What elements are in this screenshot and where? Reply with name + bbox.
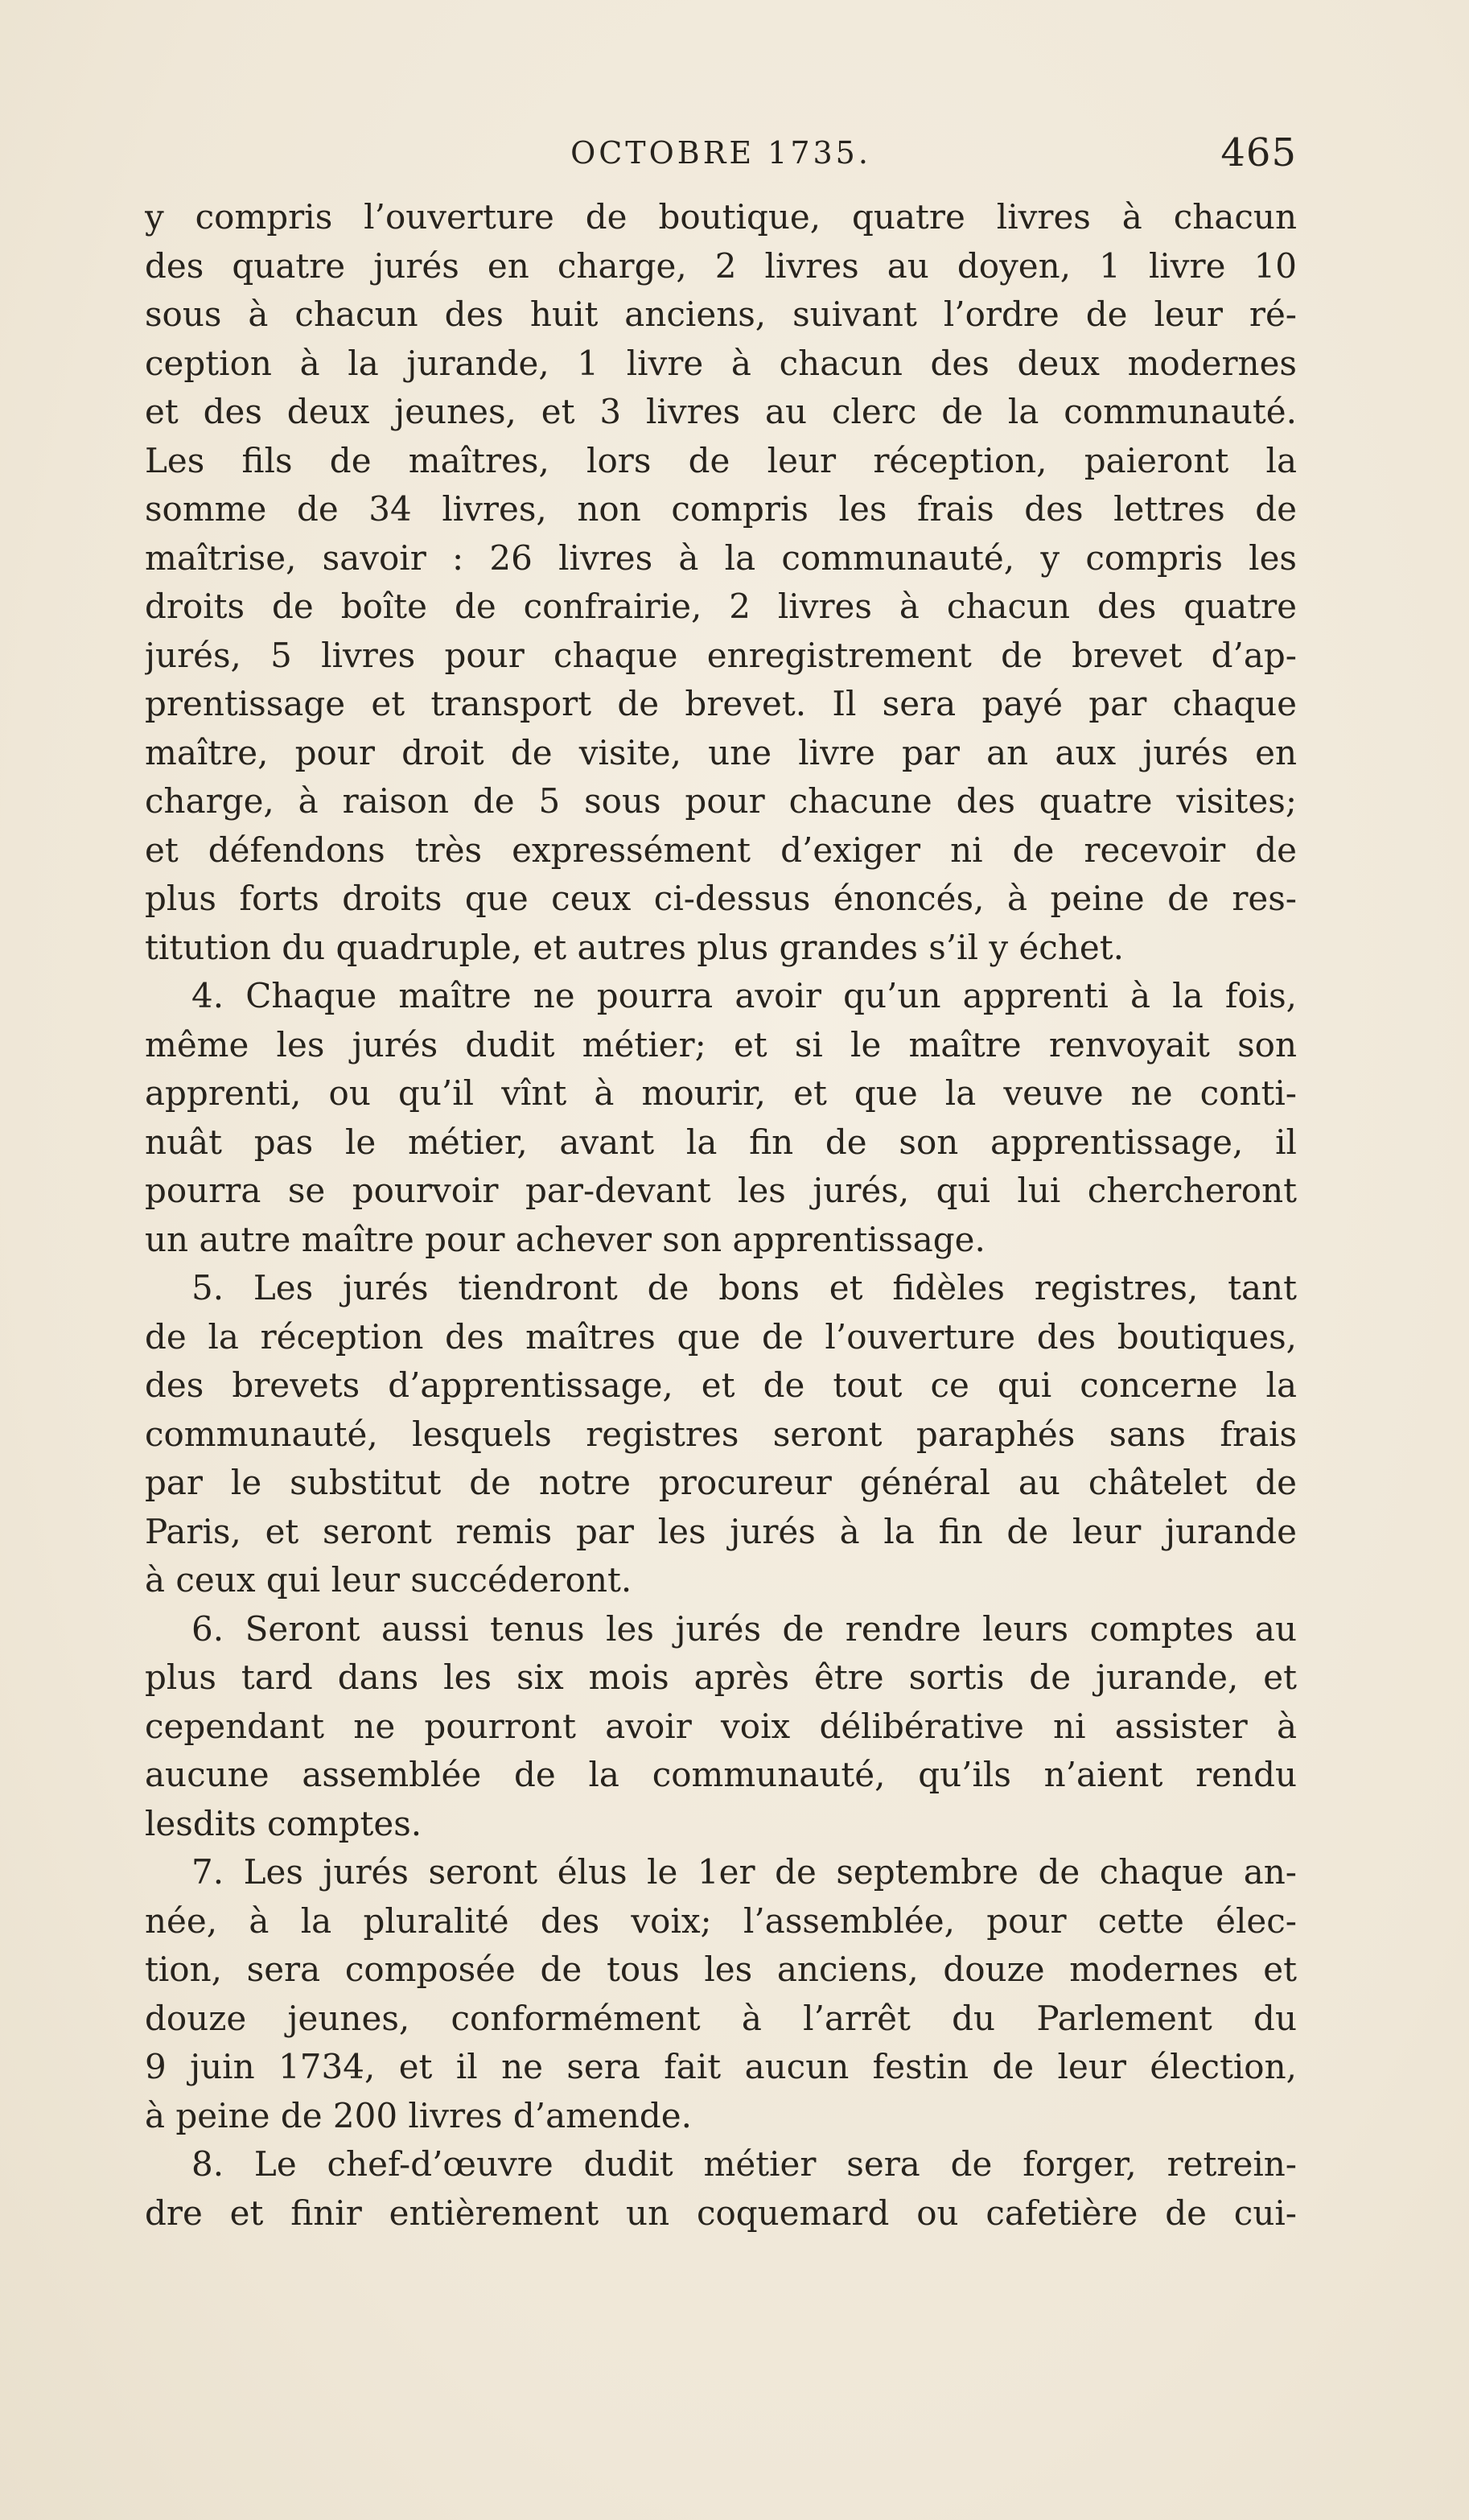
text-line: pourra se pourvoir par-devant les jurés, qui lui chercheront — [145, 1171, 1297, 1210]
text-line: à peine de 200 livres d’amende. — [145, 2095, 692, 2135]
article-4-start: 4. Chaque maître ne pourra avoir qu’un apprenti à la fois, — [191, 976, 1297, 1015]
running-title: OCTOBRE 1735. — [570, 135, 871, 171]
text-line: maître, pour droit de visite, une livre par an aux jurés en — [145, 732, 1297, 772]
text-line: plus tard dans les six mois après être sortis de jurande, et — [145, 1657, 1297, 1697]
text-line: même les jurés dudit métier; et si le maître renvoyait son — [145, 1024, 1297, 1064]
article-8-start: 8. Le chef-d’œuvre dudit métier sera de forger, retrein- — [191, 2144, 1297, 2184]
text-line: plus forts droits que ceux ci-dessus énoncés, à peine de res- — [145, 879, 1297, 918]
text-line: par le substitut de notre procureur général au châtelet de — [145, 1463, 1297, 1502]
article-5-start: 5. Les jurés tiendront de bons et fidèles registres, tant — [191, 1268, 1297, 1307]
text-line: sous à chacun des huit anciens, suivant l’ordre de leur ré- — [145, 294, 1297, 334]
text-line: 9 juin 1734, et il ne sera fait aucun festin de leur élection, — [145, 2047, 1297, 2086]
text-line: des quatre jurés en charge, 2 livres au doyen, 1 livre 10 — [145, 245, 1297, 286]
text-line: douze jeunes, conformément à l’arrêt du Parlement du — [145, 1998, 1297, 2038]
text-line: ception à la jurande, 1 livre à chacun des deux modernes — [145, 343, 1297, 383]
page-number: 465 — [1220, 130, 1297, 175]
text-line: à ceux qui leur succéderont. — [145, 1560, 632, 1600]
text-line: charge, à raison de 5 sous pour chacune des quatre visites; — [145, 781, 1297, 821]
article-7-start: 7. Les jurés seront élus le 1er de septembre de chaque an- — [191, 1852, 1297, 1892]
text-line: titution du quadruple, et autres plus grandes s’il y échet. — [145, 927, 1124, 967]
text-line: maîtrise, savoir : 26 livres à la communauté, y compris les — [145, 537, 1297, 578]
text-line: cependant ne pourront avoir voix délibérative ni assister à — [145, 1706, 1297, 1746]
text-line: droits de boîte de confrairie, 2 livres à chacun des quatre — [145, 587, 1297, 626]
text-line: et des deux jeunes, et 3 livres au clerc de la communauté. — [145, 392, 1297, 431]
text-line: apprenti, ou qu’il vînt à mourir, et que la veuve ne conti- — [145, 1073, 1297, 1113]
text-line: jurés, 5 livres pour chaque enregistrement de brevet d’ap- — [145, 635, 1297, 675]
text-line: aucune assemblée de la communauté, qu’ils n’aient rendu — [145, 1755, 1297, 1794]
article-6-start: 6. Seront aussi tenus les jurés de rendre leurs comptes au — [191, 1608, 1297, 1649]
text-line: de la réception des maîtres que de l’ouverture des boutiques, — [145, 1316, 1297, 1357]
running-head — [145, 130, 1297, 187]
text-line: tion, sera composée de tous les anciens, douze modernes et — [145, 1950, 1297, 1989]
text-line: y compris l’ouverture de boutique, quatre livres à chacun — [145, 197, 1297, 237]
text-line: Les fils de maîtres, lors de leur réception, paieront la — [145, 440, 1297, 480]
body-text — [145, 193, 1297, 2238]
text-line: communauté, lesquels registres seront paraphés sans frais — [145, 1414, 1297, 1454]
text-line: née, à la pluralité des voix; l’assemblée, pour cette élec- — [145, 1900, 1297, 1941]
text-line: des brevets d’apprentissage, et de tout ce qui concerne la — [145, 1365, 1297, 1405]
text-line: somme de 34 livres, non compris les frais des lettres de — [145, 489, 1297, 529]
text-line: dre et finir entièrement un coquemard ou cafetière de cui- — [145, 2193, 1297, 2233]
text-line: et défendons très expressément d’exiger ni de recevoir de — [145, 830, 1297, 870]
text-line: prentissage et transport de brevet. Il sera payé par chaque — [145, 684, 1297, 723]
text-line: un autre maître pour achever son apprentissage. — [145, 1219, 986, 1259]
text-line: nuât pas le métier, avant la fin de son apprentissage, il — [145, 1122, 1297, 1162]
text-line: Paris, et seront remis par les jurés à la fin de leur jurande — [145, 1511, 1297, 1551]
text-line: lesdits comptes. — [145, 1803, 422, 1843]
